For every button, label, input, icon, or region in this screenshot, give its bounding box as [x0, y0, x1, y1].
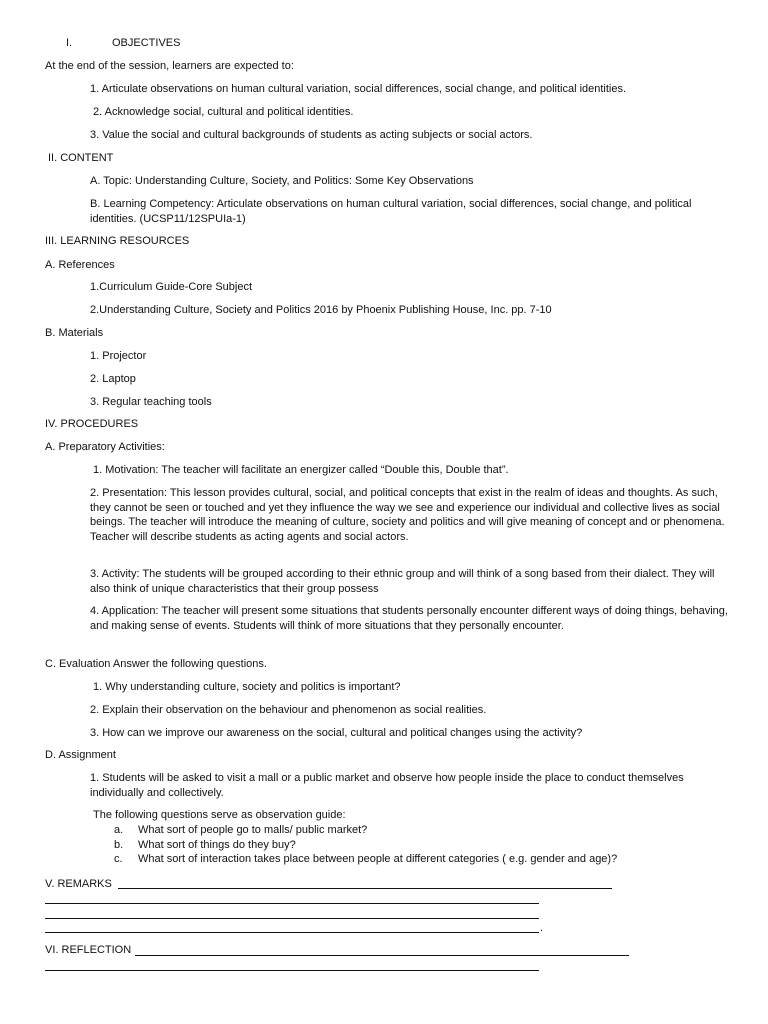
objective-item-1: 1. Articulate observations on human cultural variation, social differences, social change, and political identities. [90, 83, 627, 95]
reflection-label: VI. REFLECTION [45, 944, 132, 956]
reflection-blank-line-2 [45, 970, 539, 971]
presentation-text: 2. Presentation: This lesson provides cultural, social, and political concepts that exist in the realm of ideas and thoughts. As such, they cannot be seen or touched and yet they influence the way we see and experience our individual and collective lives as social beings. The teacher will introduce the meaning of culture, society and politics and will give meaning of concept and or phenomena. Teacher will describe students as acting agents and social actors. [90, 487, 725, 543]
guide-item-c: What sort of interaction takes place between people at different categories ( e.g. gender and age)? [138, 853, 618, 865]
assignment-heading: D. Assignment [45, 749, 116, 761]
application-text: 4. Application: The teacher will present some situations that students personally encounter different ways of doing things, behaving, and making sense of events. Students will think of more situations that they personally encounter. [90, 605, 728, 632]
guide-item-b: What sort of things do they buy? [138, 839, 296, 851]
evaluation-item-1: 1. Why understanding culture, society and politics is important? [93, 681, 401, 693]
objectives-intro: At the end of the session, learners are expected to: [45, 60, 294, 72]
references-heading: A. References [45, 259, 115, 271]
content-competency: B. Learning Competency: Articulate observations on human cultural variation, social differences, social change, and political identities. (UCSP11/12SPUIa-1) [90, 198, 692, 225]
material-item-1: 1. Projector [90, 350, 147, 362]
reference-item-1: 1.Curriculum Guide-Core Subject [90, 281, 253, 293]
evaluation-item-3: 3. How can we improve our awareness on the social, cultural and political changes using the activity? [90, 727, 583, 739]
materials-heading: B. Materials [45, 327, 104, 339]
guide-item-a: What sort of people go to malls/ public market? [138, 824, 368, 836]
content-heading: II. CONTENT [48, 152, 114, 164]
evaluation-heading: C. Evaluation Answer the following questions. [45, 658, 267, 670]
objective-item-3: 3. Value the social and cultural backgrounds of students as acting subjects or social actors. [90, 129, 533, 141]
remarks-blank-line-1 [118, 888, 612, 889]
activity-text: 3. Activity: The students will be grouped according to their ethnic group and will think of a song based from their dialect. They will also think of unique characteristics that their group possess [90, 568, 715, 595]
resources-heading: III. LEARNING RESOURCES [45, 235, 190, 247]
reference-item-2: 2.Understanding Culture, Society and Politics 2016 by Phoenix Publishing House, Inc. pp. 7-10 [90, 304, 552, 316]
guide-marker-a: a. [114, 824, 124, 836]
material-item-2: 2. Laptop [90, 373, 136, 385]
objective-item-2: 2. Acknowledge social, cultural and political identities. [93, 106, 354, 118]
assignment-text: 1. Students will be asked to visit a mall or a public market and observe how people inside the place to conduct themselves individually and collectively. [90, 772, 684, 799]
material-item-3: 3. Regular teaching tools [90, 396, 212, 408]
guide-intro: The following questions serve as observation guide: [93, 809, 346, 821]
procedures-heading: IV. PROCEDURES [45, 418, 139, 430]
remarks-label: V. REMARKS [45, 878, 112, 890]
objectives-roman: I. [66, 37, 73, 49]
remarks-blank-line-2 [45, 903, 539, 904]
objectives-heading: OBJECTIVES [112, 37, 181, 49]
guide-marker-b: b. [114, 839, 124, 851]
remarks-end-period: . [540, 922, 544, 934]
evaluation-item-2: 2. Explain their observation on the behaviour and phenomenon as social realities. [90, 704, 487, 716]
preparatory-heading: A. Preparatory Activities: [45, 441, 165, 453]
remarks-blank-line-4 [45, 932, 539, 933]
guide-marker-c: c. [114, 853, 123, 865]
motivation-text: 1. Motivation: The teacher will facilitate an energizer called “Double this, Double that”. [93, 464, 509, 476]
content-topic: A. Topic: Understanding Culture, Society, and Politics: Some Key Observations [90, 175, 474, 187]
reflection-blank-line-1 [135, 955, 629, 956]
remarks-blank-line-3 [45, 918, 539, 919]
